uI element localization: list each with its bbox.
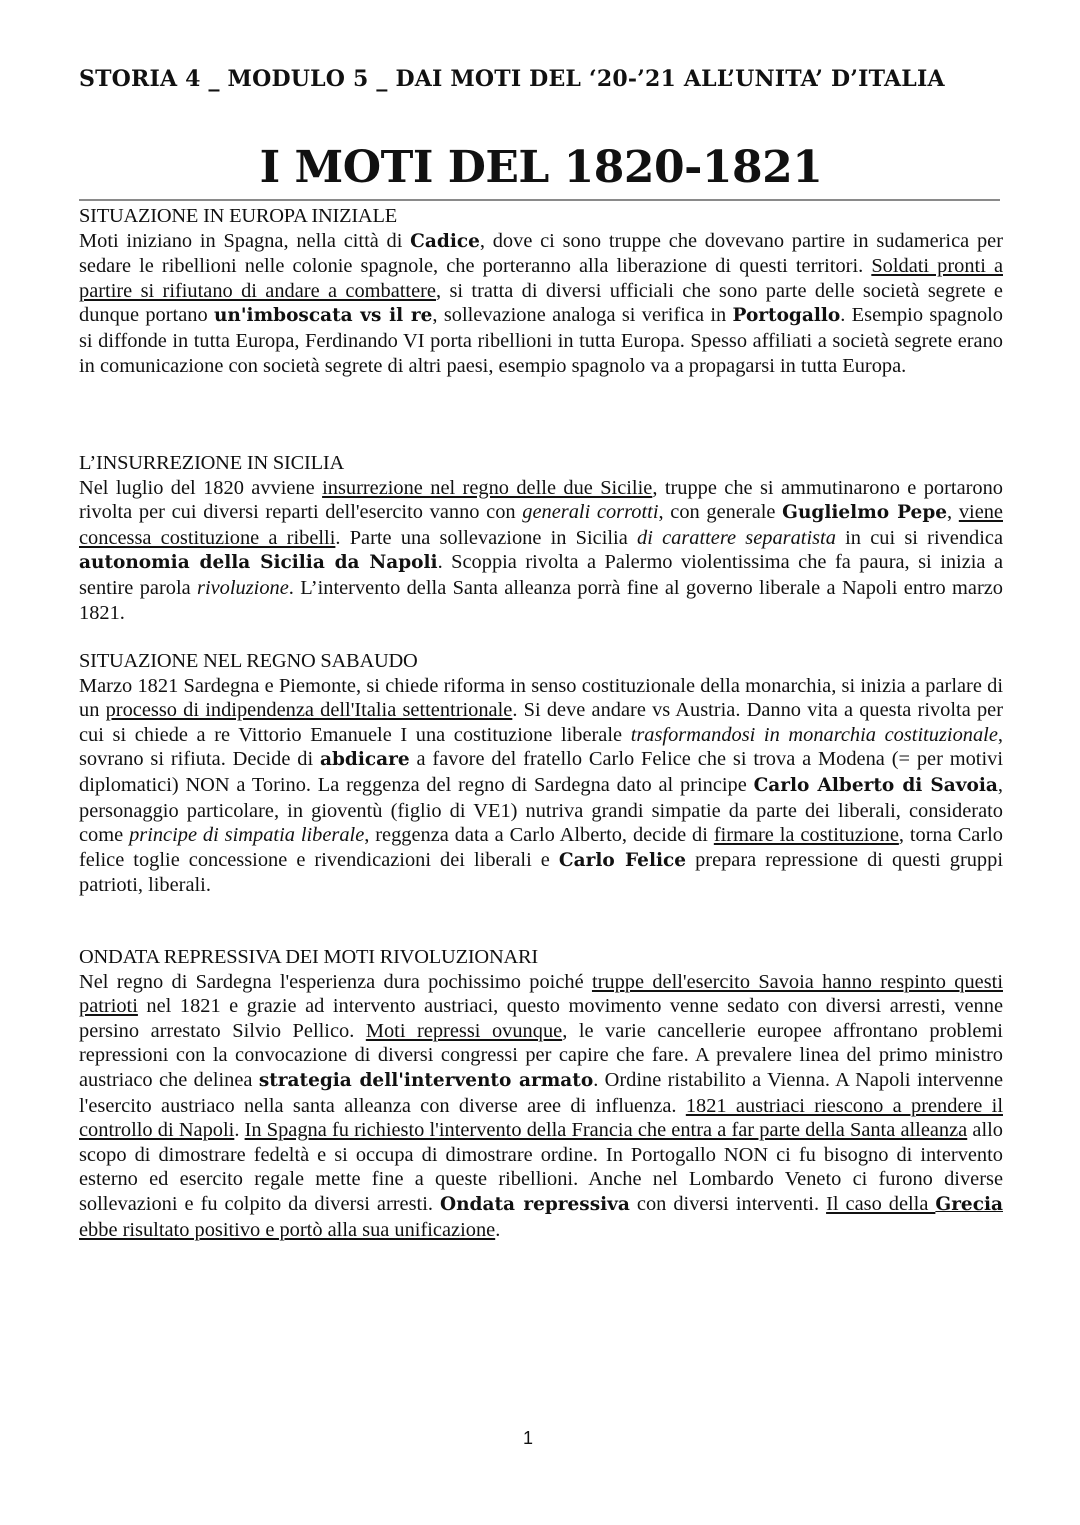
text-run: abdicare — [320, 749, 410, 771]
text-run: Carlo Felice — [558, 849, 687, 871]
text-run: , le varie cancellerie europee affrontano problemi repressioni con la convocazione di diversi congressi per capire che fare. A prevalere linea del primo ministro austriaco che delinea — [79, 1019, 1003, 1091]
text-run: . — [234, 1119, 245, 1142]
section-sicilia — [79, 451, 1003, 625]
section-ondata-repressiva — [79, 945, 1003, 1242]
text-run: firmare la costituzione — [713, 824, 899, 847]
text-run: 1821 austriaci riescono a prendere il controllo di Napoli — [79, 1094, 1003, 1142]
text-run: , si tratta di diversi ufficiali che sono parte delle società segrete e dunque portano — [79, 279, 1003, 327]
text-run: prepara repressione di questi gruppi patrioti, liberali. — [79, 848, 1003, 897]
course-header: STORIA 4 _ MODULO 5 _ DAI MOTI DEL ‘20-’21 ALL’UNITA’ D’ITALIA — [79, 66, 945, 92]
text-run: generali corrotti — [522, 501, 659, 524]
section-body — [79, 970, 1003, 1243]
text-run: Marzo 1821 Sardegna e Piemonte, si chiede riforma in senso costituzionale della monarchia, si inizia a parlare di un — [79, 674, 1003, 722]
text-run: , torna Carlo felice toglie concessione e rivendicazioni dei liberali e — [79, 824, 1003, 871]
section-heading: L’INSURREZIONE IN SICILIA — [79, 452, 344, 474]
text-run: allo scopo di dimostrare fedeltà e si occupa di dimostrare ordine. In Portogallo NON ci fu bisogno di intervento esterno ed esercito regale mette fine a queste ribellioni. Anche nel Lombardo Veneto ci furono diverse sollevazioni e fu colpito da diversi arresti. — [79, 1119, 1003, 1215]
text-run: . L’intervento della Santa alleanza porrà fine al governo liberale a Napoli entro marzo 1821. — [79, 576, 1004, 624]
page-number: 1 — [522, 1428, 533, 1448]
text-run: . Parte una sollevazione in Sicilia — [335, 526, 637, 549]
text-run: , personaggio particolare, in gioventù (figlio di VE1) nutriva grandi simpatie da parte dei liberali, considerato come — [79, 773, 1003, 847]
text-run: Moti repressi ovunque — [365, 1019, 563, 1042]
section-heading: SITUAZIONE NEL REGNO SABAUDO — [79, 650, 418, 672]
text-run: in cui si rivendica — [835, 526, 1004, 549]
text-run: . Ordine ristabilito a Vienna. A Napoli intervenne l'esercito austriaco nella santa alleanza con diverse aree di influenza. — [79, 1068, 1003, 1117]
title-underline — [79, 199, 1000, 201]
text-run: processo di indipendenza dell'Italia settentrionale — [105, 699, 513, 722]
text-run: , sovrano si rifiuta. Decide di — [79, 723, 1003, 771]
text-run: Nel regno di Sardegna l'esperienza dura pochissimo poiché — [79, 970, 592, 993]
section-heading: ONDATA REPRESSIVA DEI MOTI RIVOLUZIONARI — [79, 946, 538, 968]
page-title: I MOTI DEL 1820-1821 — [259, 142, 823, 193]
text-run: viene concessa costituzione a ribelli — [79, 501, 1003, 549]
text-run: con diversi interventi. — [629, 1192, 827, 1215]
text-run: Ondata repressiva — [439, 1193, 630, 1215]
text-run: autonomia della Sicilia da Napoli — [79, 552, 438, 574]
text-run: , dove ci sono truppe che dovevano partire in sudamerica per sedare le ribellioni nelle colonie spagnole, che porteranno alla liberazione di questi territori. — [79, 229, 1003, 278]
text-run: principe di simpatia liberale — [129, 824, 365, 847]
text-run: , reggenza data a Carlo Alberto, decide di — [364, 824, 714, 847]
text-run: di carattere separatista — [637, 526, 836, 549]
text-run: strategia dell'intervento armato — [258, 1069, 594, 1091]
text-run: ebbe risultato positivo e portò alla sua unificazione — [79, 1218, 496, 1241]
text-run: Grecia — [935, 1193, 1003, 1215]
text-run: nel 1821 e grazie ad intervento austriaci, questo movimento venne sedato con diversi arresti, venne persino arrestato Silvio Pellico. — [79, 995, 1003, 1042]
text-run: un'imboscata vs il re — [213, 305, 433, 327]
text-run: . — [495, 1218, 501, 1241]
section-body — [79, 229, 1003, 379]
text-run: . Si deve andare vs Austria. Danno vita a questa rivolta per cui si chiede a re Vittorio Emanuele I una costituzione liberale — [79, 699, 1003, 746]
text-run: rivoluzione — [197, 576, 289, 599]
text-run: , — [947, 501, 959, 524]
text-run: Carlo Alberto di Savoia — [753, 774, 998, 796]
text-run: insurrezione nel regno delle due Sicilie — [322, 476, 653, 499]
section-regno-sabaudo — [79, 649, 1003, 898]
text-run: a favore del fratello Carlo Felice che si trova a Modena (= per motivi diplomatici) NON a Torino. La reggenza del regno di Sardegna dato al principe — [79, 748, 1003, 796]
text-run: , sollevazione analoga si verifica in — [432, 304, 733, 327]
text-run: . Scoppia rivolta a Palermo violentissima che fa paura, si inizia a sentire parola — [79, 551, 1004, 599]
text-run: Moti iniziano in Spagna, nella città di — [79, 229, 411, 252]
text-run: Guglielmo Pepe — [782, 502, 948, 524]
text-run: . Esempio spagnolo si diffonde in tutta Europa, Ferdinando VI porta ribellioni in tutta Europa. Spesso affiliati a società segrete erano in comunicazione con società segrete di altri paesi, esempio spagnolo va a propagarsi in tutta Europa. — [79, 304, 1004, 377]
text-run: Nel luglio del 1820 avviene — [79, 476, 323, 499]
text-run: , truppe che si ammutinarono e portarono rivolta per cui diversi reparti dell'esercito vanno con — [79, 476, 1003, 524]
text-run: Portogallo — [732, 305, 841, 327]
section-body — [79, 476, 1003, 626]
text-run: Soldati pronti a partire si rifiutano di andare a combattere — [79, 255, 1003, 302]
text-run: In Spagna fu richiesto l'intervento della Francia che entra a far parte della Santa alleanza — [244, 1119, 968, 1142]
text-run: trasformandosi in monarchia costituzionale — [630, 723, 998, 746]
section-body — [79, 674, 1003, 898]
text-run: truppe dell'esercito Savoia hanno respinto questi patrioti — [79, 970, 1003, 1018]
section-europa — [79, 204, 1003, 378]
text-run: Cadice — [410, 230, 480, 252]
text-run: Il caso della — [826, 1192, 936, 1215]
section-heading: SITUAZIONE IN EUROPA INIZIALE — [79, 205, 397, 227]
text-run: , con generale — [658, 501, 783, 524]
